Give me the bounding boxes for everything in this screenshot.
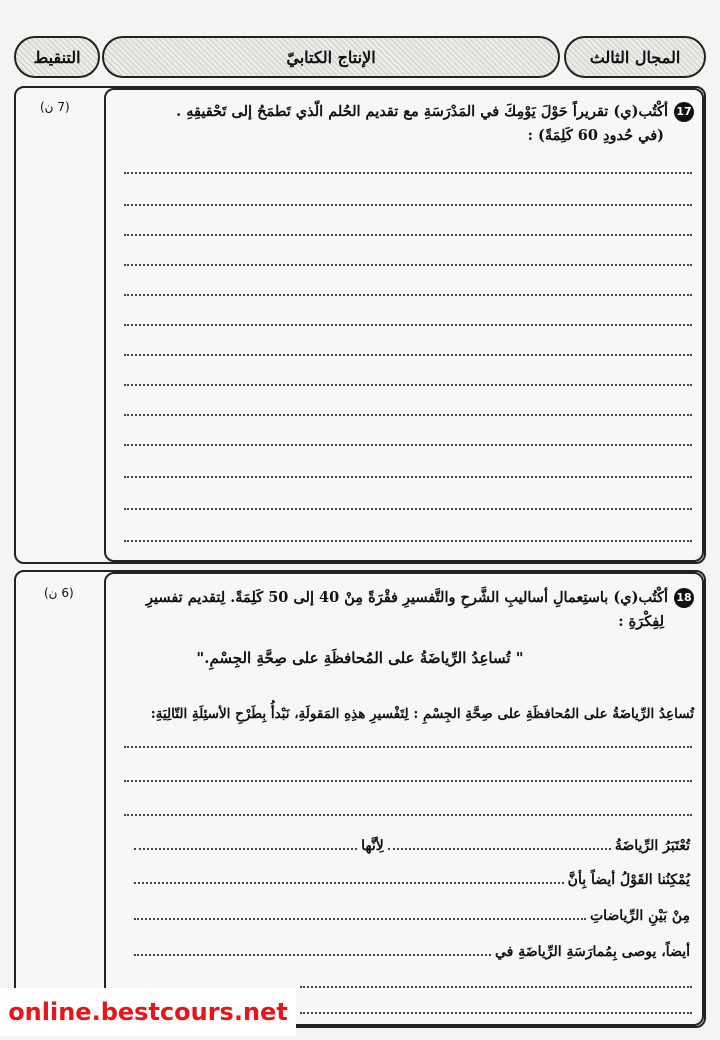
q18-prompt-3-fill[interactable] <box>134 918 586 920</box>
q17-writing-line[interactable] <box>124 540 692 542</box>
q18-number: 18 <box>674 588 694 608</box>
q18-question <box>130 586 694 634</box>
q18-prompt-1-fill[interactable] <box>388 848 611 850</box>
q18-score: (6 ن) <box>44 586 74 600</box>
q18-prompt-2-fill[interactable] <box>134 882 564 884</box>
q17-line1 <box>130 100 694 124</box>
q18-prompt-1-start: تُعْتَبَرُ الرِّياضَةُ <box>614 838 690 854</box>
q17-writing-line[interactable] <box>124 204 692 206</box>
title-text: الإنتاج الكتابيّ <box>286 47 376 67</box>
q18-prompt-4-start: أيضاً، يوصى بِمُمارَسَةِ الرِّياضَةِ في <box>494 944 690 960</box>
q18-prompt-3-start: مِنْ بَيْنِ الرِّياضاتِ <box>589 908 690 924</box>
q17-line1-text: أكْتُب(ي) تقريراً حَوْلَ يَوْمِكَ في المَدْرَسَةِ مع تقديم الحُلم الّذي تَطمَحُ إلى تَحْقيقِهِ . <box>176 103 668 120</box>
q17-line2: (في حُدودِ 60 كَلِمَةً) : <box>527 127 664 144</box>
q18-prompt-4-fill[interactable] <box>134 954 491 956</box>
q17-writing-line[interactable] <box>124 234 692 236</box>
q17-score: (7 ن) <box>40 100 70 114</box>
grading-label <box>14 36 100 78</box>
q17-writing-line[interactable] <box>124 264 692 266</box>
q18-prompt-2-start: يُمْكِنُنا القَوْلُ أيضاً بِأنَّ <box>567 872 690 888</box>
q18-prompt-1-mid: لِأنَّها <box>361 838 384 854</box>
q17-question <box>130 100 694 148</box>
q18-prompt-1-fill-2[interactable] <box>134 848 357 850</box>
q17-number: 17 <box>674 102 694 122</box>
q17-writing-line[interactable] <box>124 294 692 296</box>
q18-line2: لِفِكْرَةِ : <box>618 613 664 630</box>
section-label <box>564 36 706 78</box>
q17-writing-line[interactable] <box>124 384 692 386</box>
watermark: online.bestcours.net <box>0 988 296 1036</box>
q17-writing-line[interactable] <box>124 354 692 356</box>
q18-writing-line[interactable] <box>124 746 692 748</box>
q18-prompt-4[interactable] <box>130 940 690 960</box>
q18-intro: تُساعِدُ الرِّياضَةُ على المُحافظَةِ على صِحَّةِ الجِسْمِ : لِتَفْسيرِ هذِهِ المَقولَةِ، نَبْدأُ بِطَرْحِ الأسئِلَةِ التّالِيَةِ: <box>150 706 694 722</box>
q17-writing-line[interactable] <box>124 476 692 478</box>
title-banner <box>102 36 560 78</box>
q17-writing-line[interactable] <box>124 172 692 174</box>
grading-text: التنقيط <box>33 47 81 67</box>
q17-writing-line[interactable] <box>124 324 692 326</box>
q18-line1 <box>130 586 694 610</box>
q18-prompt-3[interactable] <box>130 904 690 924</box>
section-text: المجال الثالث <box>589 47 681 67</box>
q18-line1-text: أكْتُب(ي) باستِعمالِ أساليبِ الشَّرحِ والتَّفسيرِ فقْرَةً مِنْ 40 إلى 50 كَلِمَةً. لِتقديم تفسيرِ <box>146 589 668 606</box>
q18-writing-line[interactable] <box>124 814 692 816</box>
q17-writing-line[interactable] <box>124 414 692 416</box>
q18-prompt-2[interactable] <box>130 868 690 888</box>
q18-writing-line[interactable] <box>124 780 692 782</box>
q17-writing-line[interactable] <box>124 444 692 446</box>
q17-writing-line[interactable] <box>124 508 692 510</box>
q18-writing-line[interactable] <box>300 1012 692 1014</box>
q18-prompt-1[interactable] <box>130 834 690 854</box>
q18-quote: " تُساعِدُ الرِّياضَةُ على المُحافظَةِ على صِحَّةِ الجِسْمِ." <box>196 649 524 667</box>
q18-writing-line[interactable] <box>300 986 692 988</box>
